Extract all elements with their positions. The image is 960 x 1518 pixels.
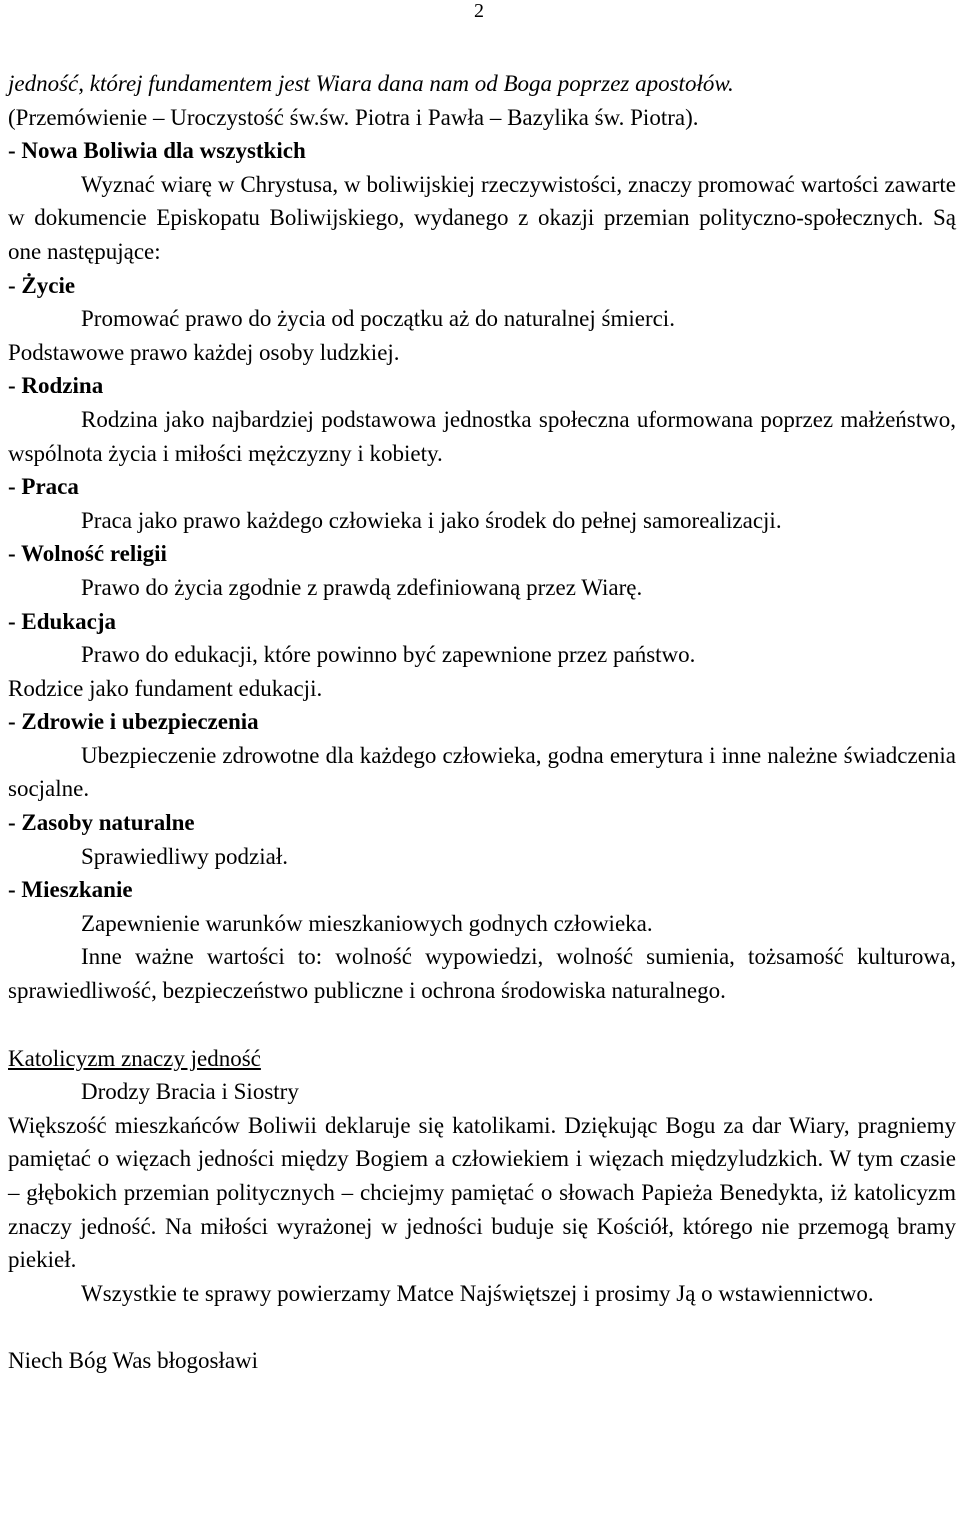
greeting: Drodzy Bracia i Siostry <box>81 1079 299 1105</box>
section-paragraph-1: Większość mieszkańców Boliwii deklaruje się katolikami. Dziękując Bogu za dar Wiary, pragniemy pamiętać o więzach jedności między Bogiem a człowiekiem i więzach międzyludzkich. W tym czasie – głębokich przemian politycznych – chciejmy pamiętać o słowach Papieża Benedykta, iż katolicyzm znaczy jedność. Na miłości wyrażonej w jedności buduje się Kościół, którego nie przemogą bramy piekieł. <box>8 1112 956 1273</box>
new-bolivia-heading: - Nowa Boliwia dla wszystkich <box>8 138 306 164</box>
intro-line-2: (Przemówienie – Uroczystość św.św. Piotra i Pawła – Bazylika św. Piotra). <box>8 104 699 130</box>
value-heading-housing: - Mieszkanie <box>8 877 133 903</box>
value-text-education: Prawo do edukacji, które powinno być zapewnione przez państwo. <box>81 642 696 668</box>
page-number: 2 <box>474 0 484 22</box>
value-heading-work: - Praca <box>8 474 79 500</box>
value-extra-education: Rodzice jako fundament edukacji. <box>8 675 323 701</box>
section-title: Katolicyzm znaczy jedność <box>8 1045 261 1071</box>
value-heading-health: - Zdrowie i ubezpieczenia <box>8 709 259 735</box>
value-heading-life: - Życie <box>8 272 76 298</box>
value-text-family: Rodzina jako najbardziej podstawowa jednostka społeczna uformowana poprzez małżeństwo, wspólnota życia i miłości mężczyzny i kobiety. <box>8 406 956 466</box>
value-heading-resources: - Zasoby naturalne <box>8 810 195 836</box>
value-text-life: Promować prawo do życia od początku aż do naturalnej śmierci. <box>81 306 675 332</box>
value-text-religion: Prawo do życia zgodnie z prawdą zdefiniowaną przez Wiarę. <box>81 574 643 600</box>
value-extra-life: Podstawowe prawo każdej osoby ludzkiej. <box>8 339 400 365</box>
value-heading-family: - Rodzina <box>8 373 104 399</box>
value-heading-education: - Edukacja <box>8 608 116 634</box>
value-text-resources: Sprawiedliwy podział. <box>81 843 288 869</box>
closing-blessing: Niech Bóg Was błogosławi <box>8 1348 259 1374</box>
value-text-housing: Zapewnienie warunków mieszkaniowych godnych człowieka. <box>81 910 653 936</box>
value-heading-religion: - Wolność religii <box>8 541 167 567</box>
new-bolivia-text: Wyznać wiarę w Chrystusa, w boliwijskiej rzeczywistości, znaczy promować wartości zawarte w dokumencie Episkopatu Boliwijskiego, wydanego z okazji przemian polityczno-społecznych. Są one następujące: <box>8 171 956 264</box>
intro-line-1: jedność, której fundamentem jest Wiara dana nam od Boga poprzez apostołów. <box>8 71 734 96</box>
document-page <box>8 0 956 1378</box>
other-values-paragraph: Inne ważne wartości to: wolność wypowiedzi, wolność sumienia, tożsamość kulturowa, sprawiedliwość, bezpieczeństwo publiczne i ochrona środowiska naturalnego. <box>8 944 956 1004</box>
value-text-health: Ubezpieczenie zdrowotne dla każdego człowieka, godna emerytura i inne należne świadczenia socjalne. <box>8 742 956 802</box>
value-text-work: Praca jako prawo każdego człowieka i jako środek do pełnej samorealizacji. <box>81 507 782 533</box>
section-paragraph-2: Wszystkie te sprawy powierzamy Matce Najświętszej i prosimy Ją o wstawiennictwo. <box>81 1280 874 1306</box>
